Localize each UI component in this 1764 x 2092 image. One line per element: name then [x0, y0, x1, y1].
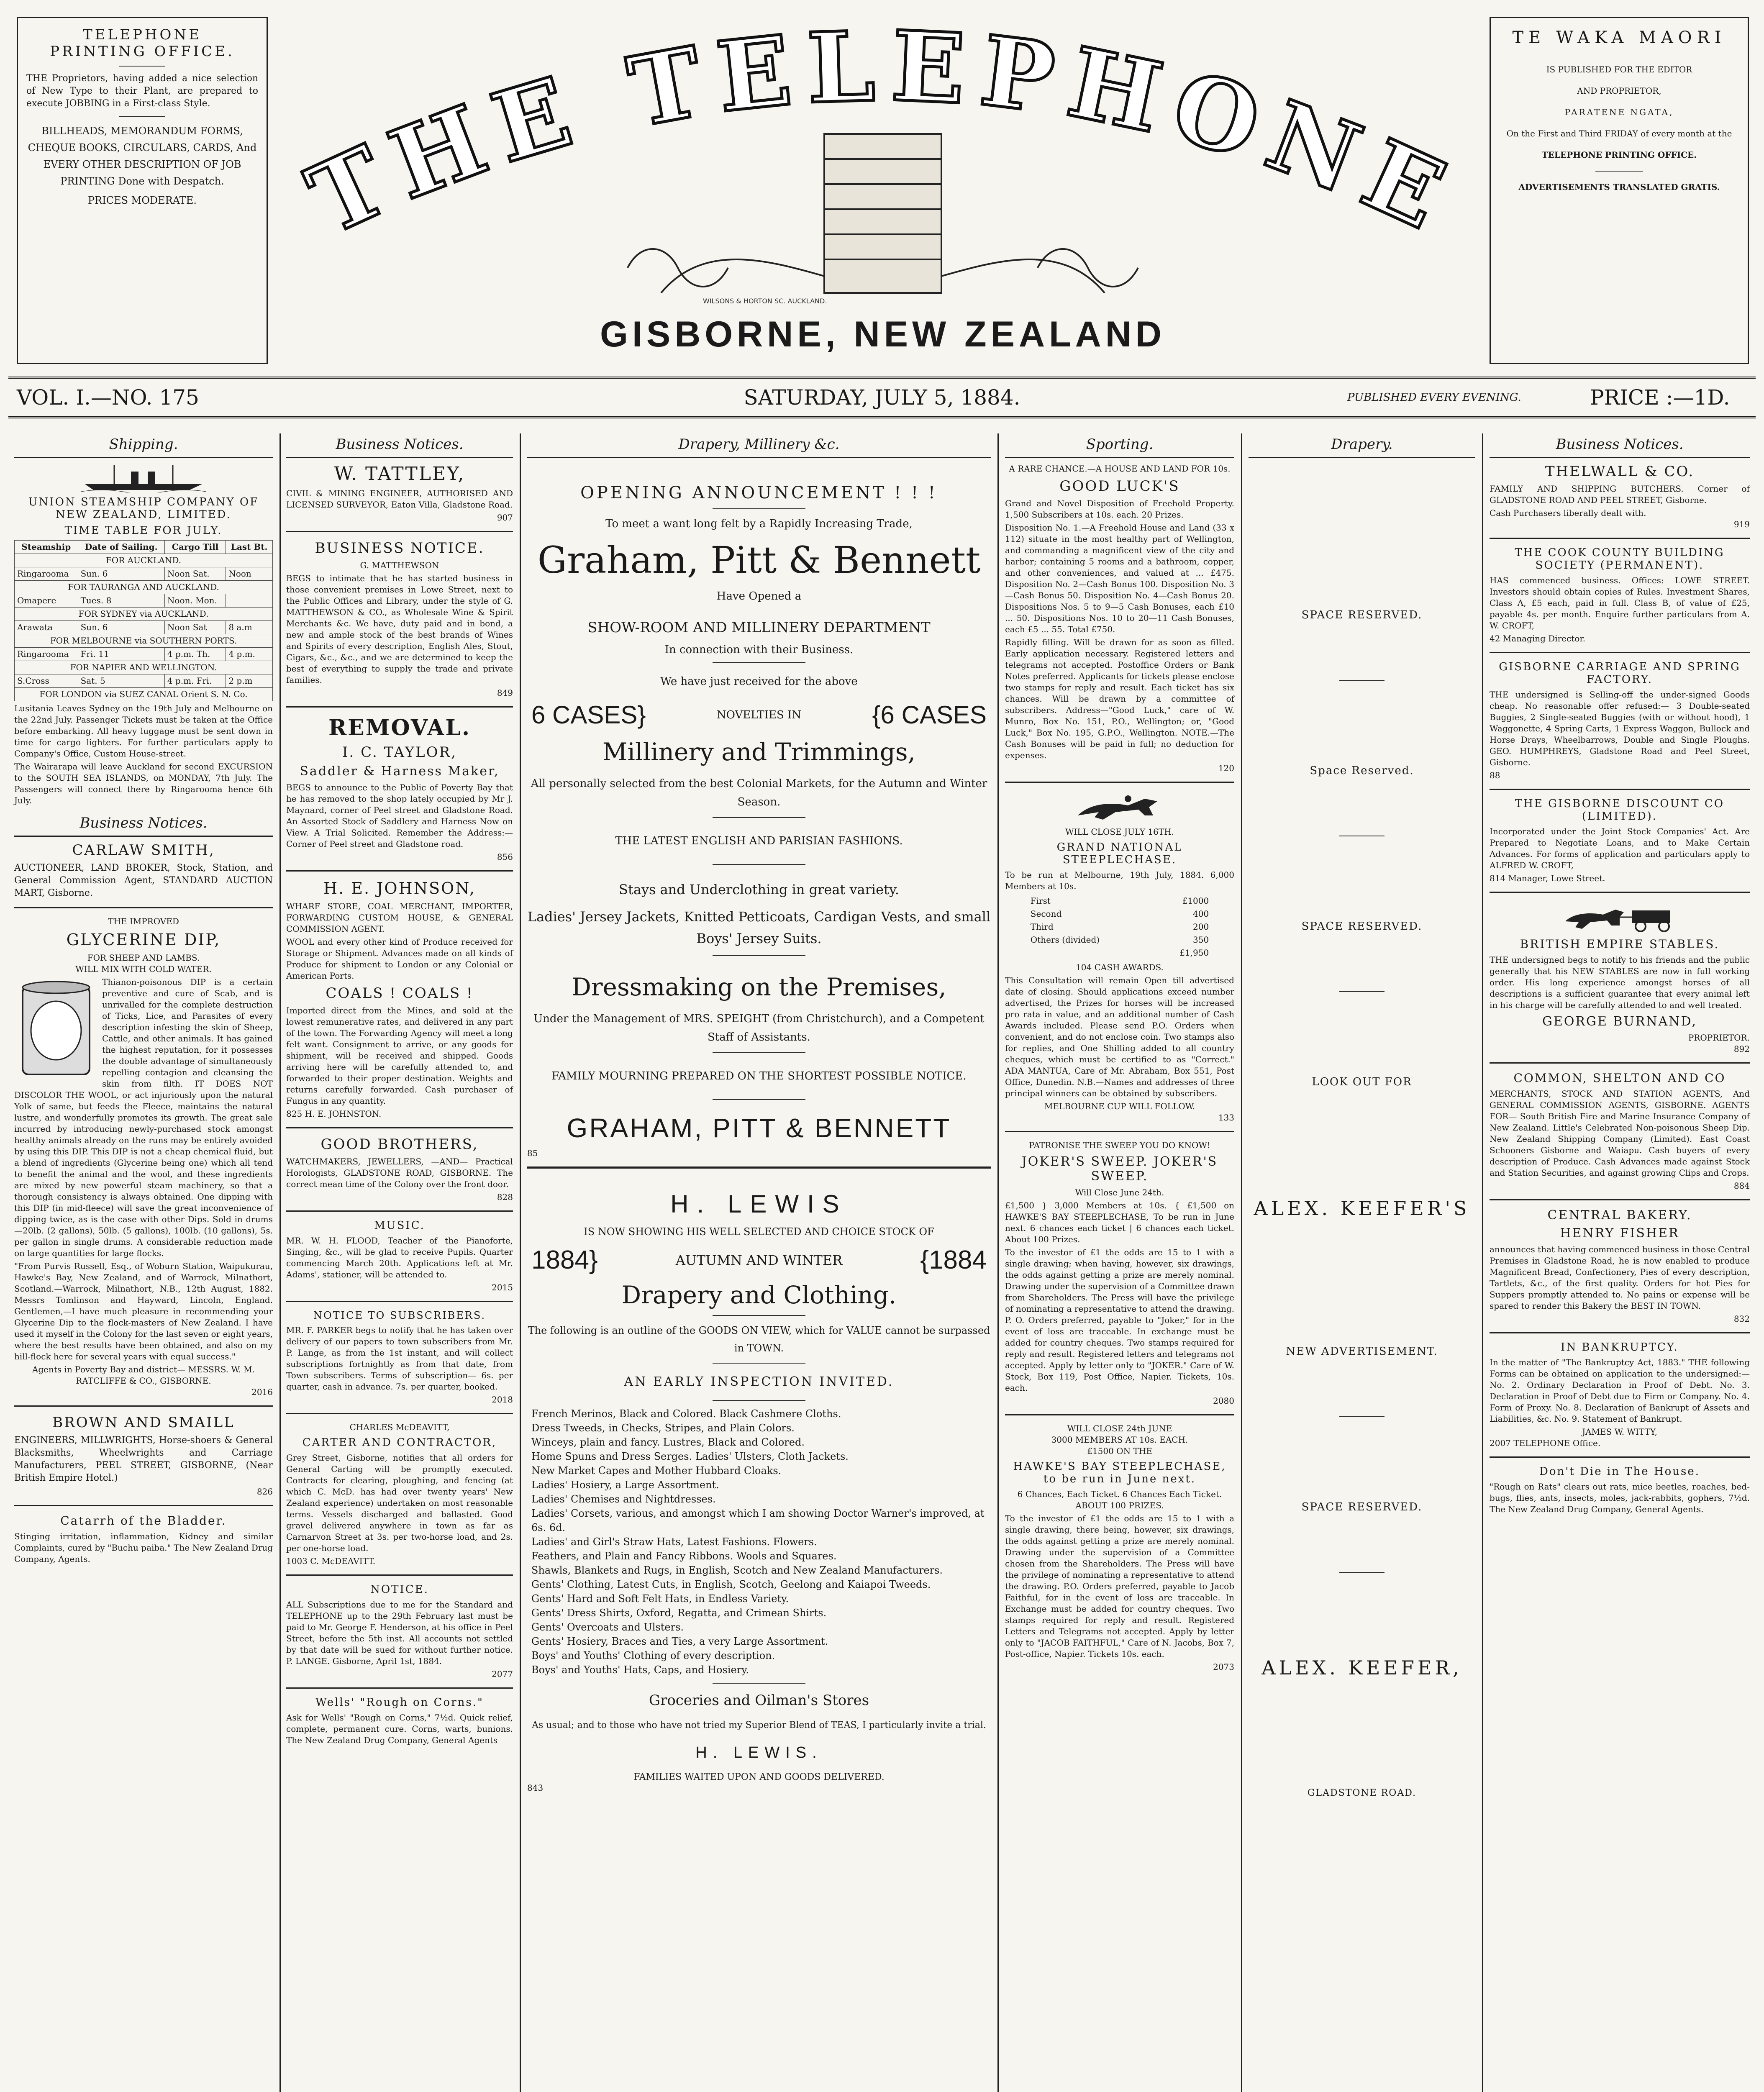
list-item: Ladies' Corsets, various, and amongst which I am showing Doctor Warner's improved, at 6s. 6d. [531, 1507, 985, 1533]
masthead-right-box [1490, 17, 1749, 364]
cook-title: THE COOK COUNTY BUILDING SOCIETY (PERMANENT). [1515, 546, 1725, 572]
table-cell: 4 p.m. [226, 648, 273, 661]
timetable-route-row [15, 688, 273, 701]
jacob-tail: To the investor of £1 the odds are 15 to 1 with a single drawing, there being, however, six drawings, the odds against getting a prize are merely nominal. Drawing under the supervision of a Committee chosen from the Shareholders. The Press will have the privilege of nominating a representative to attend the drawing. P.O. Orders preferred, payable to Jacob Faithful, for in the event of loss are traceable. In Exchange must be added for country cheques. Two stamps required for reply and result. Registered Letters and Telegrams not accepted. Apply by letter only to "JACOB FAITHFUL," Care of N. Jacobs, Box 7, Post-office, Napier. Tickets 10s. each. [1005, 1513, 1234, 1659]
business-notice-title: BUSINESS NOTICE. [315, 540, 485, 556]
timetable-route: FOR SYDNEY via AUCKLAND. [15, 608, 273, 621]
list-item: Shawls, Blankets and Rugs, in English, Scotch and New Zealand Manufacturers. [531, 1564, 943, 1576]
music-title: MUSIC. [374, 1219, 425, 1232]
left-box-heading2: PRINTING OFFICE. [50, 43, 235, 60]
table-cell: Sun. 6 [78, 567, 164, 581]
jokers-sweep: JOKER'S SWEEP. JOKER'S SWEEP. [1021, 1154, 1218, 1184]
left-box-heading1: TELEPHONE [83, 26, 202, 43]
johnson-sign: 825 H. E. JOHNSTON. [286, 1109, 382, 1119]
right-box-line5: TELEPHONE PRINTING OFFICE. [1541, 150, 1697, 160]
table-row [1028, 895, 1211, 908]
list-item: Gents' Overcoats and Ulsters. [531, 1621, 684, 1633]
season-row [527, 1245, 991, 1275]
left-box-prices: PRICES MODERATE. [88, 195, 197, 206]
new-advertisement: NEW ADVERTISEMENT. [1286, 1345, 1438, 1358]
ad-number: 832 [1733, 1314, 1750, 1324]
ad-number: 843 [527, 1783, 544, 1793]
union-timetable-table [14, 540, 273, 701]
year-right: {1884 [920, 1246, 987, 1274]
table-cell: Noon Sat [164, 621, 226, 634]
right-box-line1: IS PUBLISHED FOR THE EDITOR [1546, 64, 1692, 74]
thelwall-body: FAMILY AND SHIPPING BUTCHERS. Corner of GLADSTONE ROAD AND PEEL STREET, Gisborne. [1490, 484, 1750, 505]
glycerine-sub: FOR SHEEP AND LAMBS. [87, 953, 200, 963]
bankruptcy-title: IN BANKRUPTCY. [1561, 1341, 1679, 1354]
stables-proprietor: PROPRIETOR. [1688, 1033, 1750, 1043]
ad-number: 85 [527, 1148, 538, 1158]
good-luck-title: GOOD LUCK'S [1059, 478, 1180, 495]
johnson-name: H. E. JOHNSON, [323, 879, 476, 897]
groceries: Groceries and Oilman's Stores [649, 1692, 869, 1709]
table-row [15, 621, 273, 634]
left-box-items: BILLHEADS, MEMORANDUM FORMS, CHEQUE BOOKS, CIRCULARS, CARDS, And EVERY OTHER DESCRIPTION OF JOB PRINTING Done with Despatch. [28, 125, 257, 187]
close-july: WILL CLOSE JULY 16TH. [1065, 827, 1174, 837]
rats-title: Don't Die in The House. [1539, 1465, 1700, 1478]
column-business-notices [280, 433, 519, 2092]
table-cell: £1000 [1182, 896, 1209, 906]
section-heading: Business Notices. [14, 812, 273, 837]
stables-sign: GEORGE BURNAND, [1542, 1014, 1697, 1029]
lewis-showing: IS NOW SHOWING HIS WELL SELECTED AND CHOICE STOCK OF [584, 1226, 934, 1238]
column-shipping [8, 433, 279, 2092]
catarrh-title: Catarrh of the Bladder. [60, 1514, 227, 1528]
opening-announcement: OPENING ANNOUNCEMENT ! ! ! [580, 483, 938, 502]
column-rule [997, 433, 999, 2092]
jokers-tail: To the investor of £1 the odds are 15 to 1 with a single drawing; when having, however, six drawings, the odds against getting a prize are merely nominal. Drawing under the supervision of a Committee drawn from Shareholders. The Press will have the privilege of nominating a representative to attend the drawing. P. O. Orders preferred, payable to "Joker," for in the event of loss are traceable. In exchange must be added for country cheques. Two stamps required for reply and result. Registered letters and telegrams not accepted. Apply by letter only to "JOKER." Care of W. Stock, Box 119, Post Office, Napier. Tickets, 10s. each. [1005, 1247, 1234, 1393]
timetable-route: FOR MELBOURNE via SOUTHERN PORTS. [15, 634, 273, 648]
carlaw-body: AUCTIONEER, LAND BROKER, Stock, Station, and General Commission Agent, STANDARD AUCTION MART, Gisborne. [14, 863, 273, 898]
ad-number: 120 [1218, 763, 1234, 773]
removal-title: REMOVAL. [328, 715, 471, 741]
connection: In connection with their Business. [664, 643, 854, 656]
section-heading: Business Notices. [1490, 433, 1750, 458]
close-june: WILL CLOSE 24th JUNE [1067, 1423, 1172, 1433]
section-heading: Shipping. [14, 433, 273, 458]
table-cell: 4 p.m. Th. [164, 648, 226, 661]
ad-number: 907 [497, 513, 513, 523]
column-business-notices-right [1484, 433, 1756, 2092]
common-body: MERCHANTS, STOCK AND STATION AGENTS, And GENERAL COMMISSION AGENTS, GISBORNE. AGENTS FOR— South British Fire and Marine Insurance Company of New Zealand. Little's Celebrated Non-poisonous Sheep Dip. New Zealand Shipping Company (Limited). East Coast Schooners Gisborne and Waiapu. Cash buyers of every description of Produce. Cash Advances made against Stock and Station Securities, and against growing Clips and Crops. [1490, 1089, 1750, 1178]
right-box-line3: PARATENE NGATA, [1564, 107, 1674, 117]
disposition: Disposition No. 1.—A Freehold House and Land (33 x 112) situate in the most healthy part of Wellington, and commanding a magnificent view of the city and harbor; containing 5 rooms and a bathroom, copper, and other conveniences, and valued at ... £475. Disposition No. 2—Cash Bonus 100. Disposition No. 3—Cash Bonus 50. Disposition No. 4—Cash Bonus 20. Dispositions Nos. 5 to 9—5 Cash Bonuses, each £10 ... 50. Dispositions Nos. 10 to 20—11 Cash Bonuses, each £5 ... 55. Total £750. [1005, 523, 1234, 634]
bakery-name: HENRY FISHER [1560, 1226, 1679, 1241]
matthewson-name: G. MATTHEWSON [360, 560, 439, 570]
table-cell: 200 [1193, 922, 1209, 932]
right-box-line2: AND PROPRIETOR, [1577, 86, 1661, 96]
glycerine-mix: WILL MIX WITH COLD WATER. [75, 964, 212, 974]
cook-sign: 42 Managing Director. [1490, 633, 1586, 643]
consultation: This Consultation will remain Open till advertised date of closing. Should applications exceed number advertised, the Prizes for horses will be increased pro rata in value, and an additional number of Cash Awards included. Please send P.O. Orders when convenient, and do not enclose coin. Two stamps also for replies, and One Shilling added to all country cheques, which must be certified to as "Correct." ADA MANTUA, Care of Mr. Abraham, Box 551, Post Office, Dunedin. N.B.—Names and addresses of three principal winners can be obtained by subscribers. [1005, 975, 1234, 1098]
look-out-for: LOOK OUT FOR [1312, 1076, 1412, 1088]
bankruptcy-body: In the matter of "The Bankruptcy Act, 1883." THE following Forms can be obtained on application to the undersigned:— No. 2. Ordinary Declaration in Proof of Debt. No. 3. Declaration in Proof of Debt due to Firm or Company. No. 4. Form of Proxy. No. 8. Declaration of Bankrupt of Assets and Liabilities, &c. No. 9. Statement of Bankrupt. [1490, 1357, 1750, 1424]
jokers-sub: £1,500 } 3,000 Members at 10s. { £1,500 on HAWKE'S BAY STEEPLECHASE, To be run in June next. 6 chances each ticket | 6 chances each ticket. About 100 Prizes. [1005, 1200, 1234, 1244]
table-cell: Third [1030, 922, 1054, 932]
drapery-intro: To meet a want long felt by a Rapidly Increasing Trade, [605, 518, 913, 530]
jersey: Ladies' Jersey Jackets, Knitted Petticoats, Cardigan Vests, and small Boys' Jersey Suits. [527, 909, 991, 946]
taylor-trade: Saddler & Harness Maker, [300, 764, 500, 779]
table-header-row [15, 541, 273, 554]
table-cell: S.Cross [15, 674, 78, 688]
table-cell: £1,950 [1179, 948, 1209, 958]
volume-number: VOL. I.—NO. 175 [17, 385, 199, 410]
firm-name: Graham, Pitt & Bennett [537, 538, 981, 582]
space-reserved: SPACE RESERVED. [1301, 920, 1423, 933]
ad-number: 826 [256, 1487, 273, 1497]
table-cell: 2 p.m [226, 674, 273, 688]
novelties: NOVELTIES IN [716, 708, 802, 721]
received: We have just received for the above [660, 675, 858, 688]
list-item: French Merinos, Black and Colored. Black Cashmere Cloths. [531, 1408, 841, 1420]
table-row [1028, 908, 1211, 920]
keefer-sign: ALEX. KEEFER, [1261, 1656, 1462, 1679]
tattley-title: W. TATTLEY, [334, 463, 465, 485]
ad-number: 2077 [492, 1669, 513, 1679]
corns-title: Wells' "Rough on Corns." [315, 1696, 484, 1709]
right-box-heading: TE WAKA MAORI [1512, 28, 1726, 47]
list-item: Ladies' and Girl's Straw Hats, Latest Fashions. Flowers. [531, 1536, 817, 1548]
table-cell: 400 [1193, 909, 1209, 919]
list-item: Ladies' Hosiery, a Large Assortment. [531, 1479, 719, 1491]
bakery-title: CENTRAL BAKERY. [1547, 1208, 1692, 1223]
table-cell: Noon. Mon. [164, 594, 226, 608]
table-cell: Tues. 8 [78, 594, 164, 608]
list-item: New Market Capes and Mother Hubbard Cloaks. [531, 1465, 782, 1477]
timetable-route: FOR TAURANGA AND AUCKLAND. [15, 581, 273, 594]
list-item: Gents' Dress Shirts, Oxford, Regatta, and Crimean Shirts. [531, 1607, 827, 1619]
stables-title: BRITISH EMPIRE STABLES. [1520, 937, 1720, 951]
thelwall-cash: Cash Purchasers liberally dealt with. [1490, 508, 1646, 518]
space-reserved: Space Reserved. [1310, 764, 1414, 777]
section-heading: Sporting. [1005, 433, 1234, 458]
ad-number: 828 [497, 1192, 513, 1202]
stables-body: THE undersigned begs to notify to his friends and the public generally that his NEW STABLES are now in full working order. His long experience amongst horses of all descriptions is a sufficient guarantee that every animal left in his charge will be carefully attended to and well treated. [1490, 955, 1750, 1010]
goods-outline: The following is an outline of the GOODS ON VIEW, which for VALUE cannot be surpassed in TOWN. [528, 1325, 990, 1354]
table-cell: 4 p.m. Fri. [164, 674, 226, 688]
teas: As usual; and to those who have not tried my Superior Blend of TEAS, I particularly invite a trial. [532, 1720, 986, 1731]
left-box-body: THE Proprietors, having added a nice selection of New Type to their Plant, are prepared to execute JOBBING in a First-class Style. [26, 73, 258, 109]
dip-tin-icon [14, 978, 98, 1079]
discount-body: Incorporated under the Joint Stock Companies' Act. Are Prepared to Negotiate Loans, and to Make Certain Advances. For forms of application and particulars apply to ALFRED W. CROFT, [1490, 826, 1750, 870]
timetable-route: FOR NAPIER AND WELLINGTON. [15, 661, 273, 674]
matthewson-body: BEGS to intimate that he has started business in those convenient premises in Lowe Street, next to the Public Offices and Library, under the style of G. MATTHEWSON & CO., as Wholesale Wine & Spirit Merchants &c. We have, duty paid and in bond, a new and ample stock of the best brands of Wines and Spirits of every description, English Ales, Stout, Cigars, &c., &c., and we are determined to keep the best of everything to supply the trade and private families. [286, 573, 513, 685]
timetable-route: FOR LONDON via SUEZ CANAL Orient S. N. Co. [15, 688, 273, 701]
glycerine-head: THE IMPROVED [108, 916, 179, 926]
union-timetable: TIME TABLE FOR JULY. [64, 524, 223, 537]
ad-number: 849 [497, 688, 513, 698]
close-june24: Will Close June 24th. [1075, 1187, 1164, 1197]
union-title: UNION STEAMSHIP COMPANY OF NEW ZEALAND, LIMITED. [28, 496, 259, 521]
catarrh-body: Stinging irritation, inflammation, Kidney and similar Complaints, cured by "Buchu paiba." The New Zealand Drug Company, Agents. [14, 1531, 273, 1564]
table-row [1028, 920, 1211, 933]
grand-prize-table [1028, 895, 1211, 959]
ad-number: 2016 [251, 1387, 273, 1397]
tattley-body: CIVIL & MINING ENGINEER, AUTHORISED AND LICENSED SURVEYOR, Eaton Villa, Gladstone Road. [286, 488, 513, 510]
rats-body: "Rough on Rats" clears out rats, mice beetles, roaches, bed-bugs, flies, ants, insects, moles, jack-rabbits, gophers, 7½d. The New Zealand Drug Company, General Agents. [1490, 1482, 1750, 1514]
have-opened: Have Opened a [716, 590, 802, 602]
price: PRICE :—1D. [1590, 385, 1730, 410]
table-cell: Arawata [15, 621, 78, 634]
timetable-route: FOR AUCKLAND. [15, 554, 273, 567]
ad-number: 919 [1733, 519, 1750, 529]
coals-title: COALS ! COALS ! [326, 985, 474, 1002]
column-sporting [999, 433, 1240, 2092]
table-cell [1028, 946, 1154, 959]
good-luck-sub: Grand and Novel Disposition of Freehold Property. 1,500 Subscribers at 10s. each. 20 Prizes. [1005, 498, 1234, 520]
table-header-cell: Steamship [15, 541, 78, 554]
rapidly-filling: Rapidly filling. Will be drawn for as soon as filled. Early application necessary. Registered letters and telegrams not accepted. Postoffice Orders or Bank Notes preferred. Applicants for tickets please enclose two stamps for reply and result. Each ticket has six chances. Will be drawn by a committee of subscribers. Address—"Good Luck," care of W. Munro, Box No. 151, P.O., Wellington; or, "Good Luck," Box No. 195, G.P.O., Wellington. NOTE.—The Cash Bonuses will be paid in full; no deduction for expenses. [1005, 637, 1234, 760]
ad-number: 884 [1733, 1181, 1750, 1191]
jacob-members: 3000 MEMBERS AT 10s. EACH. [1051, 1435, 1188, 1445]
horse-carriage-icon [1557, 900, 1682, 934]
masthead-left-box [17, 17, 268, 364]
list-item: Gents' Clothing, Latest Cuts, in English, Scotch, Geelong and Kaiapoi Tweeds. [531, 1579, 931, 1590]
mcdevitt-body: Grey Street, Gisborne, notifies that all orders for General Carting will be promptly executed. Contracts for clearing, ploughing, and fencing (at which C. McD. has had over twenty years' New Zealand experience) undertaken on most reasonable terms. Vessels discharged and ballasted. Good gravel delivered anywhere in town as far as Carnarvon Street at 3s. per two-horse load, and 2s. per one-horse load. [286, 1453, 513, 1553]
cash-awards: 104 CASH AWARDS. [1076, 962, 1164, 972]
ad-number: 133 [1218, 1113, 1234, 1123]
notice-title: NOTICE. [370, 1583, 429, 1596]
drapery-clothing: Drapery and Clothing. [621, 1281, 897, 1309]
issue-date: SATURDAY, JULY 5, 1884. [744, 385, 1020, 410]
gladstone-road: GLADSTONE ROAD. [1307, 1788, 1417, 1798]
notice-body: ALL Subscriptions due to me for the Standard and TELEPHONE up to the 29th February last must be paid to Mr. George F. Henderson, at his office in Peel Street, before the 5th inst. All accounts not settled by that date will be sued for without further notice. P. LANGE. Gisborne, April 1st, 1884. [286, 1600, 513, 1666]
subscribers-body: MR. F. PARKER begs to notify that he has taken over delivery of our papers to town subscribers from Mr. P. Lange, as from the 1st instant, and will collect subscriptions fortnightly as from that date, from Town subscribers. Terms of subscription— 6s. per quarter, cash in advance. 7s. per quarter, booked. [286, 1325, 513, 1392]
racehorse-icon [1065, 790, 1174, 824]
table-row [1028, 933, 1211, 946]
grand-sub: To be run at Melbourne, 19th July, 1884. 6,000 Members at 10s. [1005, 870, 1234, 891]
ad-number: 2015 [492, 1282, 513, 1292]
rare-chance: A RARE CHANCE.—A HOUSE AND LAND FOR 10s. [1009, 464, 1231, 474]
cases-row [527, 700, 991, 729]
table-cell: Sat. 5 [78, 674, 164, 688]
corns-body: Ask for Wells' "Rough on Corns," 7½d. Quick relief, complete, permanent cure. Corns, warts, bunions. The New Zealand Drug Company, General Agents [286, 1713, 513, 1745]
coals-body: Imported direct from the Mines, and sold at the lowest remunerative rates, and delivered in any part of the town. The Forwarding Agency will meet a long felt want. Consignment to arrive, or any goods for shipment, will be received and shipped. Goods arriving here will be carefully attended to, and forwarded to their proper destination. Weights and returns carefully forwarded. Cash purchaser of Fungus in any quantity. [286, 1005, 513, 1106]
showroom: SHOW-ROOM AND MILLINERY DEPARTMENT [587, 619, 931, 636]
dateline-bar [8, 377, 1756, 418]
johnson-sub: WHARF STORE, COAL MERCHANT, IMPORTER, FORWARDING CUSTOM HOUSE, & GENERAL COMMISSION AGENT. [286, 901, 513, 934]
taylor-name: I. C. TAYLOR, [342, 744, 457, 761]
section-heading: Business Notices. [286, 433, 513, 458]
johnson-body: WOOL and every other kind of Produce received for Storage or Shipment. Advances made on all kinds of Produce for shipment to London or any Colonial or American Ports. [286, 937, 513, 981]
table-row [15, 594, 273, 608]
table-row [15, 648, 273, 661]
glycerine-body: Thianon-poisonous DIP is a certain preventive and cure of Scab, and is unrivalled for the complete destruction of Ticks, Lice, and Parasites of every description infesting the skin of Sheep, Cattle, and other animals. It has gained the highest reputation, for it possesses the double advantage of simultaneously repelling contagion and cleansing the skin from filth. IT DOES NOT DISCOLOR THE WOOL, or act injuriously upon the natural Yolk of same, but feeds the Fleece, maintains the natural lustre, and wonderfully promotes its growth. The great sale incurred by introducing newly-purchased stock amongst healthy animals already on the runs may be entirely avoided by using this DIP. This DIP is not a cheap chemical fluid, but a blend of ingredients (Glycerine being one) which all tend to benefit the animal and the wool, and these ingredients are mixed by new powerful steam machinery, so that a thorough consistency is always obtained. One dipping with this DIP (in mid-fleece) will save the great inconvenience of dipping twice, as is the case with other Dips. Sold in drums—20lb. (2 gallons), 50lb. (5 gallons), 100lb. (10 gallons), 5s. per gallon in single drums. A considerable reduction made on large quantities for large flocks. [14, 977, 273, 1258]
table-header-cell: Date of Sailing. [78, 541, 164, 554]
table-cell: Noon Sat. [164, 567, 226, 581]
mcdevitt-title: CARTER AND CONTRACTOR, [302, 1436, 497, 1449]
cases-left: 6 CASES} [531, 701, 646, 729]
carriage-title: GISBORNE CARRIAGE AND SPRING FACTORY. [1499, 661, 1741, 686]
brown-body: ENGINEERS, MILLWRIGHTS, Horse-shoers & General Blacksmiths, Wheelwrights and Carriage Manufacturers, PEEL STREET, GISBORNE, (Near British Empire Hotel.) [14, 1435, 273, 1483]
firm-caps: GRAHAM, PITT & BENNETT [567, 1113, 951, 1143]
timetable-route-row [15, 661, 273, 674]
table-cell: Noon [226, 567, 273, 581]
table-cell: Omapere [15, 594, 78, 608]
glycerine-title: GLYCERINE DIP, [66, 931, 221, 949]
space-reserved: SPACE RESERVED. [1301, 609, 1423, 621]
jacob-title: HAWKE'S BAY STEEPLECHASE, to be run in June next. [1013, 1460, 1226, 1485]
wairarapa-note: The Wairarapa will leave Auckland for second EXCURSION to the SOUTH SEA ISLANDS, on MONDAY, 7th July. The Passengers will connect there by Ringarooma hence 6th July. [14, 761, 273, 805]
list-item: Feathers, and Plain and Fancy Ribbons. Wools and Squares. [531, 1550, 837, 1562]
right-box-line6: ADVERTISEMENTS TRANSLATED GRATIS. [1518, 182, 1720, 192]
list-item: Home Spuns and Dress Serges. Ladies' Ulsters, Cloth Jackets. [531, 1451, 849, 1462]
cook-body: HAS commenced business. Offices: LOWE STREET. Investors should obtain copies of Rules. Investment Shares, Class A, £5 each, paid in full. Class B, of value of £25, payable 4s. per month. Enquire further particulars from A. W. CROFT, [1490, 575, 1750, 631]
goods-list [527, 1407, 991, 1677]
melbourne-cup: MELBOURNE CUP WILL FOLLOW. [1044, 1101, 1195, 1111]
list-item: Boys' and Youths' Clothing of every description. [531, 1650, 775, 1661]
section-heading: Drapery, Millinery &c. [527, 433, 991, 458]
mcdevitt-name: CHARLES McDEAVITT, [349, 1422, 450, 1432]
dressmaking: Dressmaking on the Premises, [572, 973, 946, 1001]
ad-number: 2018 [492, 1395, 513, 1405]
timetable-route-row [15, 581, 273, 594]
speight: Under the Management of MRS. SPEIGHT (from Christchurch), and a Competent Staff of Assistants. [533, 1013, 985, 1043]
autumn-winter: AUTUMN AND WINTER [675, 1252, 843, 1268]
bankruptcy-sign: JAMES W. WITTY, [1582, 1427, 1657, 1437]
good-brothers-body: WATCHMAKERS, JEWELLERS, —AND— Practical Horologists, GLADSTONE ROAD, GISBORNE. The correct mean time of the Colony over the front door. [286, 1156, 513, 1189]
space-reserved: SPACE RESERVED. [1301, 1501, 1423, 1513]
table-cell: First [1030, 896, 1051, 906]
mcdevitt-sign: 1003 C. McDEAVITT. [286, 1556, 376, 1566]
section-heading: Drapery. [1249, 433, 1475, 458]
list-item: Gents' Hard and Soft Felt Hats, in Endless Variety. [531, 1593, 789, 1605]
table-cell: Ringarooma [15, 567, 78, 581]
cases-right: {6 CASES [872, 701, 987, 729]
jacob-chances: 6 Chances, Each Ticket. 6 Chances Each Ticket. ABOUT 100 PRIZES. [1017, 1489, 1222, 1510]
lewis-name: H. LEWIS [670, 1190, 848, 1218]
table-cell: 350 [1193, 935, 1209, 945]
table-cell: Ringarooma [15, 648, 78, 661]
patronise: PATRONISE THE SWEEP YOU DO KNOW! [1029, 1140, 1210, 1150]
lewis-sign: H. LEWIS. [695, 1744, 823, 1761]
right-box-line4: On the First and Third FRIDAY of every month at the [1506, 128, 1732, 138]
thelwall-title: THELWALL & CO. [1545, 463, 1695, 480]
list-item: Boys' and Youths' Hats, Caps, and Hosiery. [531, 1664, 749, 1676]
table-cell: 8 a.m [226, 621, 273, 634]
table-header-cell: Cargo Till [164, 541, 226, 554]
ad-number: 88 [1490, 770, 1500, 780]
list-item: Dress Tweeds, in Checks, Stripes, and Plain Colors. [531, 1422, 795, 1434]
masthead-title-block [285, 8, 1481, 377]
discount-title: THE GISBORNE DISCOUNT CO (LIMITED). [1515, 797, 1725, 823]
ad-number: 2080 [1213, 1396, 1234, 1406]
table-row [15, 674, 273, 688]
steamship-icon [81, 463, 206, 492]
table-row [1028, 946, 1211, 959]
selected: All personally selected from the best Colonial Markets, for the Autumn and Winter Season. [531, 777, 987, 808]
bankruptcy-office: 2007 TELEPHONE Office. [1490, 1438, 1601, 1448]
table-cell: Second [1030, 909, 1062, 919]
list-item: Ladies' Chemises and Nightdresses. [531, 1493, 716, 1505]
table-cell: Others (divided) [1030, 935, 1100, 945]
masthead-place: GISBORNE, NEW ZEALAND [600, 314, 1166, 354]
ad-number: 892 [1733, 1044, 1750, 1054]
bakery-body: announces that having commenced business in those Central Premises in Gladstone Road, he is now enabled to produce Magnificent Bread, Confectionery, Pies of every description, Tartlets, &c., of the first quality. Orders for hot Pies for Suppers promptly attended to. No pains or expense will be spared to render this Bakery the BEST IN TOWN. [1490, 1244, 1750, 1311]
fashions: THE LATEST ENGLISH AND PARISIAN FASHIONS. [615, 835, 903, 847]
column-drapery-millinery [521, 433, 997, 2092]
stays: Stays and Underclothing in great variety. [619, 882, 899, 897]
jacob-prize: £1500 ON THE [1087, 1446, 1152, 1456]
timetable-route-row [15, 554, 273, 567]
good-brothers-title: GOOD BROTHERS, [320, 1136, 479, 1153]
discount-sign: 814 Manager, Lowe Street. [1490, 873, 1605, 883]
inspection: AN EARLY INSPECTION INVITED. [624, 1374, 894, 1389]
families: FAMILIES WAITED UPON AND GOODS DELIVERED. [633, 1772, 885, 1782]
ad-number: 2073 [1213, 1662, 1234, 1672]
year-left: 1884} [531, 1246, 598, 1274]
carlaw-title: CARLAW SMITH, [72, 842, 215, 859]
engraver-credit: WILSONS & HORTON SC. AUCKLAND. [703, 297, 827, 305]
timetable-route-row [15, 608, 273, 621]
music-body: MR. W. H. FLOOD, Teacher of the Pianoforte, Singing, &c., will be glad to receive Pupils. Quarter commencing March 20th. Applications left at Mr. Adams', stationer, will be attended to. [286, 1236, 513, 1279]
table-cell [226, 594, 273, 608]
timetable-route-row [15, 634, 273, 648]
union-note: Lusitania Leaves Sydney on the 19th July and Melbourne on the 22nd July. Passenger Tickets must be taken at the Office before embarking. All heavy luggage must be sent down in time for cargo lighters. For further particulars apply to Company's Office, Custom House-street. [14, 703, 273, 759]
common-title: COMMON, SHELTON AND CO [1513, 1071, 1726, 1085]
keefer-title: ALEX. KEEFER'S [1254, 1197, 1470, 1220]
taylor-body: BEGS to announce to the Public of Poverty Bay that he has removed to the shop lately occupied by Mr J. Maynard, corner of Peel street and Gladstone Road. An Assorted Stock of Saddlery and Harness Now on View. A Trial Solicited. Remember the Address:—Corner of Peel street and Gladstone road. [286, 782, 513, 849]
table-cell: Sun. 6 [78, 621, 164, 634]
list-item: Winceys, plain and fancy. Lustres, Black and Colored. [531, 1436, 805, 1448]
table-header-cell: Last Bt. [226, 541, 273, 554]
subscribers-title: NOTICE TO SUBSCRIBERS. [313, 1310, 486, 1321]
column-rule [1241, 433, 1242, 2092]
column-rule [520, 433, 521, 2092]
brown-title: BROWN AND SMAILL [52, 1414, 235, 1431]
ad-number: 856 [497, 852, 513, 862]
column-drapery [1243, 433, 1481, 2092]
glycerine-testimonial: "From Purvis Russell, Esq., of Woburn Station, Waipukurau, Hawke's Bay, New Zealand, and of Warrock, Milnathort, Scotland.—Warrock, Milnathort, N.B., 12th August, 1882. Messrs Tomlinson and Hayward, Lincoln, England. Gentlemen,—I have much pleasure in recommending your Glycerine Dip to the flock-masters of New Zealand. I have used it myself in the Colony for the last seven or eight years, where the best results have been obtained, and also on my hill-flock here for several years with equal success." [14, 1261, 273, 1361]
telephone-pole-icon [628, 134, 1138, 293]
glycerine-agents: Agents in Poverty Bay and district— MESSRS. W. M. RATCLIFFE & CO., GISBORNE. [32, 1364, 255, 1386]
table-row [15, 567, 273, 581]
carriage-body: THE undersigned is Selling-off the under-signed Goods cheap. No reasonable offer refused:— 3 Double-seated Buggies, 2 Single-seated Buggies (with or without hood), 1 Waggonette, 4 Spring Carts, 1 Express Waggon, Bullock and Horse Drays, Wheelbarrows, Double and Single Ploughs. GEO. HUMPHREYS, Gladstone Road and Peel Street, Gisborne. [1490, 690, 1750, 767]
masthead-title: THE TELEPHONE [292, 10, 1474, 257]
masthead-banner-svg [285, 8, 1481, 310]
list-item: Gents' Hosiery, Braces and Ties, a very Large Assortment. [531, 1636, 828, 1647]
grand-national: GRAND NATIONAL STEEPLECHASE. [1056, 841, 1183, 866]
mourning: FAMILY MOURNING PREPARED ON THE SHORTEST POSSIBLE NOTICE. [551, 1070, 967, 1082]
table-cell: Fri. 11 [78, 648, 164, 661]
published-note: PUBLISHED EVERY EVENING. [1347, 391, 1521, 404]
millinery: Millinery and Trimmings, [603, 738, 915, 766]
column-rule [1482, 433, 1483, 2092]
